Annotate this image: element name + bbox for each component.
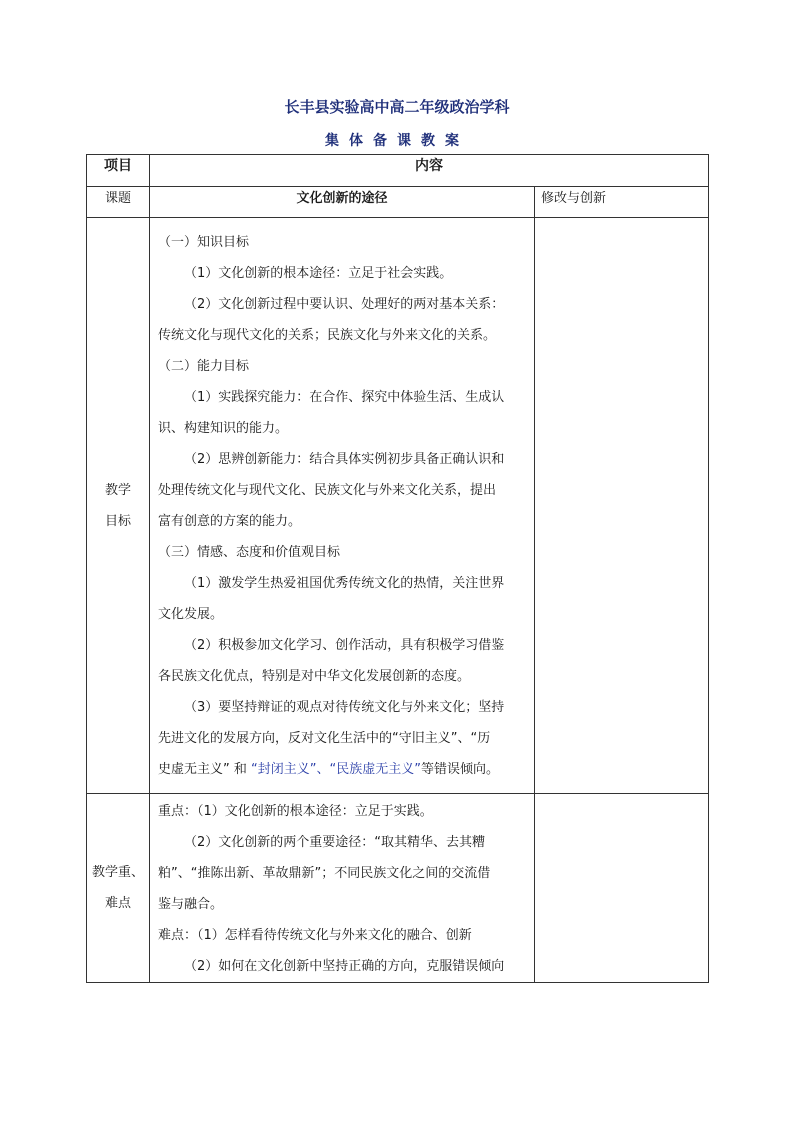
document-title: 长丰县实验高中高二年级政治学科 (284, 98, 510, 116)
keypoints-content (150, 794, 535, 983)
objectives-row (87, 218, 709, 794)
objectives-content (150, 218, 535, 794)
objectives-label (87, 218, 150, 794)
lesson-plan-table (86, 154, 709, 983)
keypoint-line: （2）文化创新的两个重要途径：“取其精华、去其糟 (184, 835, 486, 850)
keypoints-row (87, 794, 709, 983)
keypoints-label (87, 794, 150, 983)
objective-line: 先进文化的发展方向，反对文化生活中的“守旧主义”、“历 (158, 731, 491, 746)
objective-line: （三）情感、态度和价值观目标 (158, 545, 341, 560)
objective-line: （2）文化创新过程中要认识、处理好的两对基本关系： (184, 297, 505, 312)
objective-line: 各民族文化优点，特别是对中华文化发展创新的态度。 (158, 669, 471, 684)
objective-line: （2）思辨创新能力：结合具体实例初步具备正确认识和 (184, 452, 505, 467)
objective-line: 识、构建知识的能力。 (158, 421, 289, 436)
objective-line: （一）知识目标 (158, 235, 250, 250)
objectives-label-line2: 目标 (104, 513, 131, 529)
topic-label: 课题 (87, 187, 150, 218)
objective-line: （2）积极参加文化学习、创作活动，具有积极学习借鉴 (184, 638, 505, 653)
keypoints-label-line1: 教学重、 (91, 865, 144, 880)
objective-line: （1）激发学生热爱祖国优秀传统文化的热情，关注世界 (184, 576, 505, 591)
keypoint-line: 难点：（1）怎样看待传统文化与外来文化的融合、创新 (158, 928, 472, 943)
keypoints-revision-cell (535, 794, 709, 983)
objective-line: 传统文化与现代文化的关系；民族文化与外来文化的关系。 (158, 328, 497, 343)
objective-line-last (158, 754, 528, 785)
objective-line: 文化发展。 (158, 607, 224, 622)
keypoint-line: 重点：（1）文化创新的根本途径：立足于实践。 (158, 804, 433, 819)
header-item: 项目 (87, 155, 150, 187)
objectives-revision-cell (535, 218, 709, 794)
objective-line: （1）文化创新的根本途径：立足于社会实践。 (184, 266, 453, 281)
keypoint-line: 粕”、“推陈出新、革故鼎新”；不同民族文化之间的交流借 (158, 866, 491, 881)
objective-text: 史虚无主义” 和 (158, 762, 247, 777)
objective-line: （3）要坚持辩证的观点对待传统文化与外来文化；坚持 (184, 700, 505, 715)
topic-row (87, 187, 709, 218)
objectives-label-line1: 教学 (104, 482, 131, 498)
objective-line: 处理传统文化与现代文化、民族文化与外来文化关系，提出 (158, 483, 497, 498)
objective-line: 富有创意的方案的能力。 (158, 514, 302, 529)
keypoint-line: （2）如何在文化创新中坚持正确的方向，克服错误倾向 (184, 959, 505, 974)
keypoints-label-line2: 难点 (104, 896, 131, 911)
keypoint-line: 鉴与融合。 (158, 897, 224, 912)
topic-title: 文化创新的途径 (150, 187, 535, 218)
header-row (87, 155, 709, 187)
document-subtitle: 集体备课教案 (325, 133, 469, 149)
revision-header: 修改与创新 (535, 187, 709, 218)
objective-highlight: “封闭主义”、“民族虚无主义” (251, 762, 421, 777)
objective-line: （1）实践探究能力：在合作、探究中体验生活、生成认 (184, 390, 505, 405)
header-content: 内容 (150, 155, 709, 187)
objective-line: （二）能力目标 (158, 359, 250, 374)
objective-text: 等错误倾向。 (420, 762, 499, 777)
